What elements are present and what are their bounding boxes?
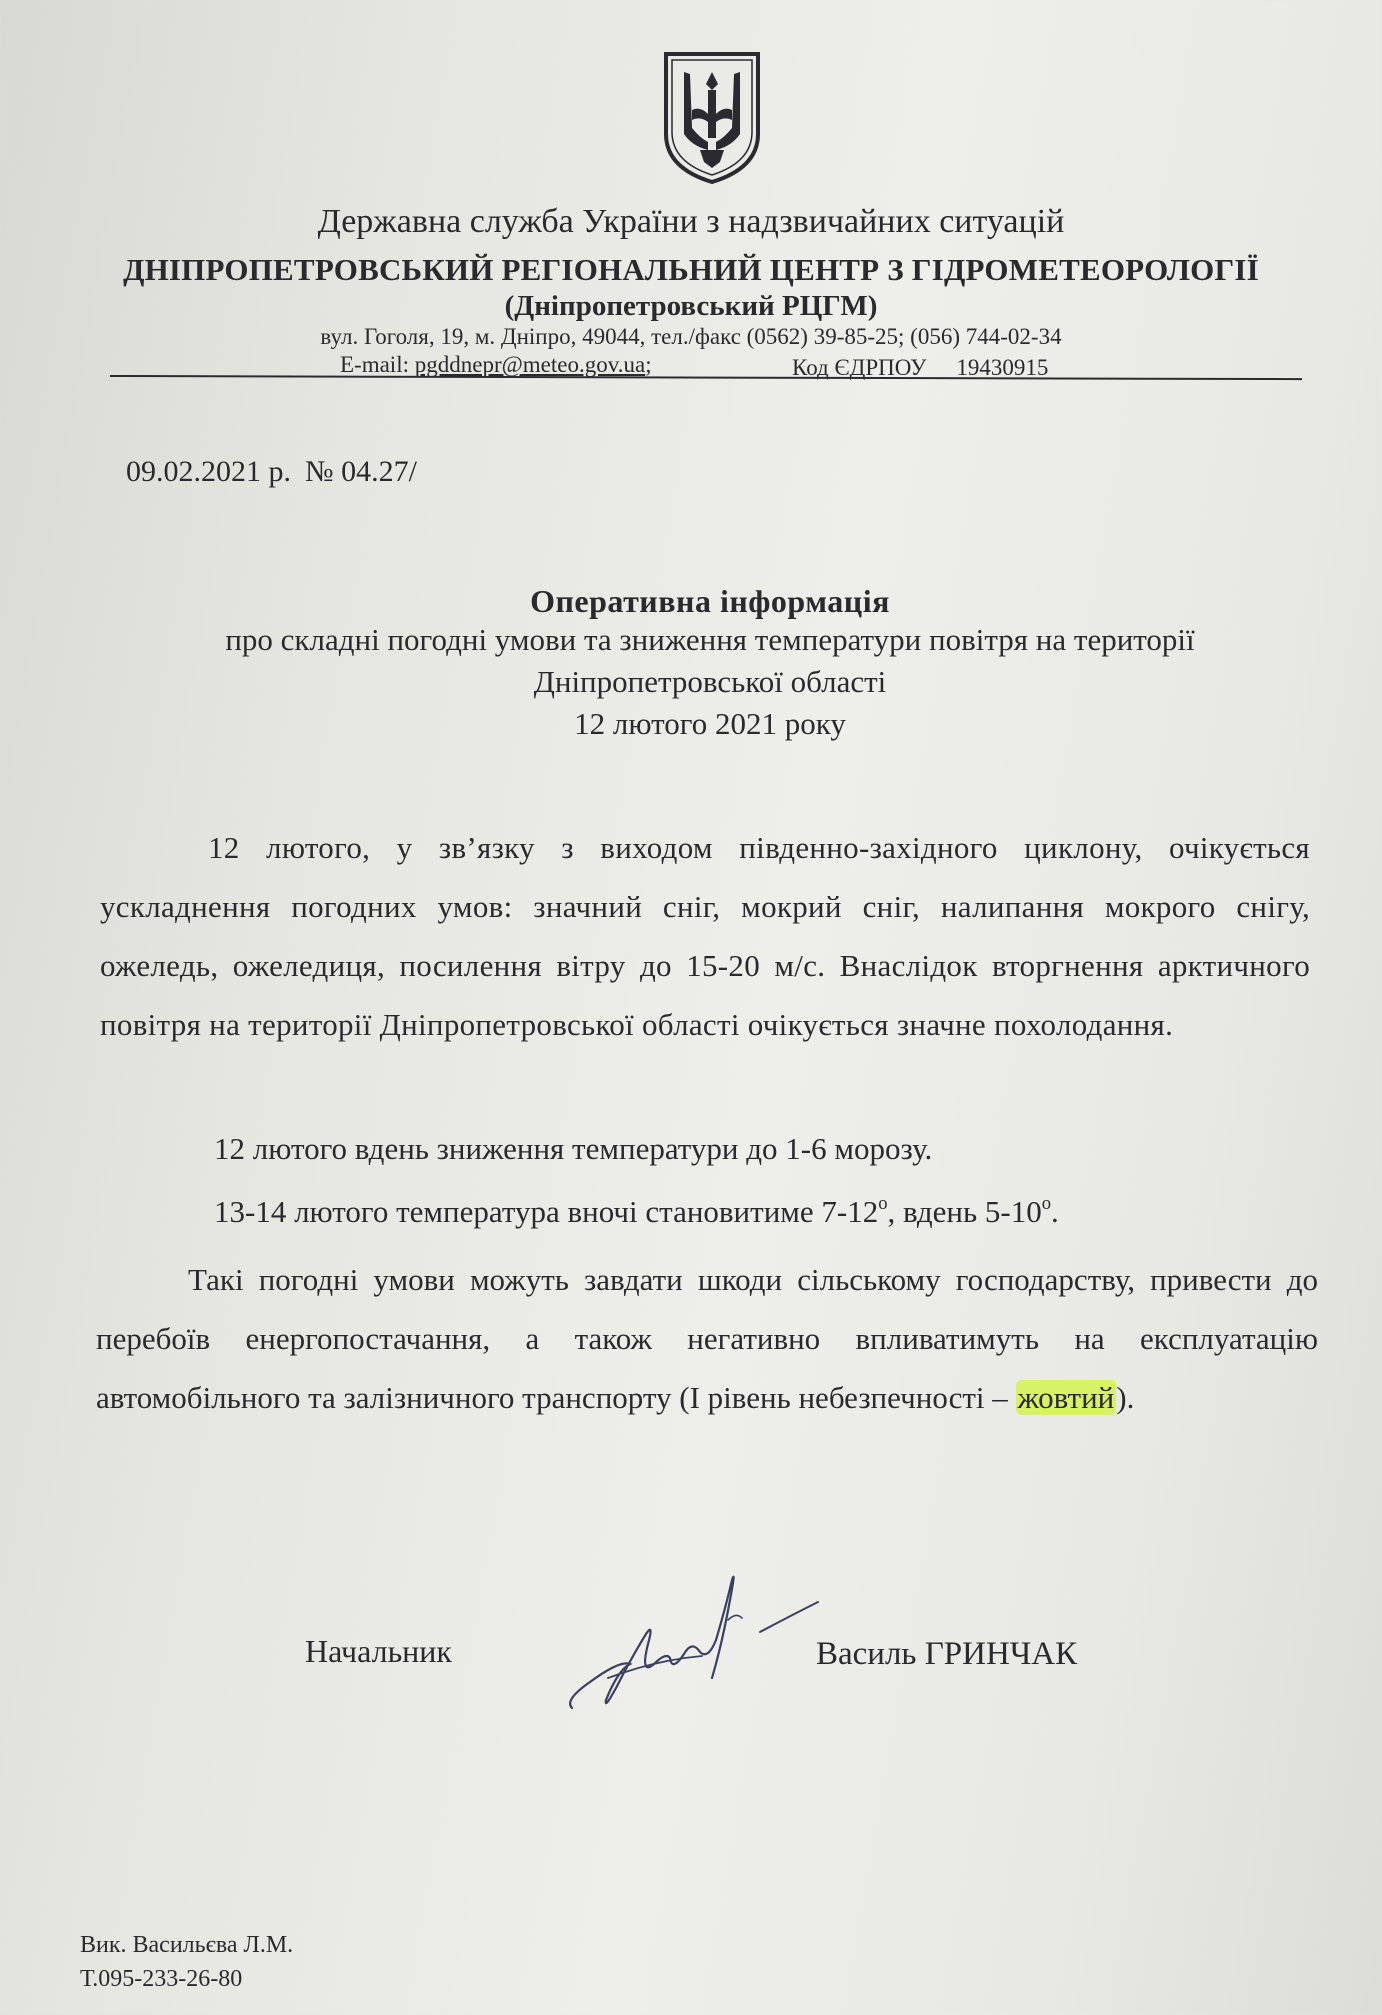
trident-coat-of-arms-icon [660,50,764,186]
center-name: ДНІПРОПЕТРОВСЬКИЙ РЕГІОНАЛЬНИЙ ЦЕНТР З ГІДРОМЕТЕОРОЛОГІЇ [123,252,1259,287]
code-label: Код ЄДРПОУ [792,355,927,380]
address-line: вул. Гоголя, 19, м. Дніпро, 49044, тел./факс (0562) 39-85-25; (056) 744-02-34 [320,324,1062,349]
degree-sign: о [1041,1193,1052,1214]
header-divider [110,375,1302,380]
email-link[interactable]: pgddnepr@meteo.gov.ua [414,352,646,377]
body-paragraph-3 [214,1193,1059,1230]
body-paragraph-2: 12 лютого вдень зниження температури до 1-6 морозу. [214,1131,933,1166]
letter-date: 09.02.2021 р. [126,455,291,488]
body-paragraph-4 [96,1250,1318,1427]
signatory-role: Начальник [305,1633,452,1669]
email-label: E-mail: [340,352,409,377]
degree-sign: о [878,1193,888,1214]
temperature-night: 13-14 лютого температура вночі становитиме 7-12 [214,1194,879,1230]
subtitle-line-2: Дніпропетровської області [533,664,887,699]
email-suffix: ; [645,352,652,377]
paragraph-4-end: ). [1116,1380,1135,1415]
temperature-day: , вдень 5-10 [887,1194,1042,1230]
danger-level-highlight: жовтий [1017,1380,1115,1415]
email-line [340,352,652,378]
body-paragraph-1: 12 лютого, у зв’язку з виходом південно-західного циклону, очікується ускладнення погодних умов: значний сніг, мокрий сніг, налипання мокрого снігу, ожеледь, ожеледиця, посилення вітру до 15-20 м/с. Внаслідок вторгнення арктичного повітря на території Дніпропетровської області очікується значне похолодання. [100,830,1310,1042]
impact-text: Такі погодні умови можуть завдати шкоди сільському господарству, привести до перебоїв енергопостачання, а також негативно впливатимуть на експлуатацію автомобільного та залізничного транспорту (І рівень небезпечності – [96,1262,1318,1415]
executor-phone: Т.095-233-26-80 [80,1966,243,1992]
signatory-name: Василь ГРИНЧАК [816,1636,1078,1672]
executor-name: Вик. Васильєва Л.М. [80,1932,294,1958]
handwritten-signature [560,1560,830,1720]
subtitle-line-1: про складні погодні умови та зниження температури повітря на території [225,622,1195,657]
agency-name: Державна служба України з надзвичайних ситуацій [317,203,1065,240]
code-value: 19430915 [956,355,1049,380]
paragraph-3-end: . [1051,1194,1059,1230]
document-title: Оперативна інформація [530,583,890,619]
letter-number: № 04.27/ [305,455,417,488]
center-abbreviation: (Дніпропетровський РЦГМ) [504,290,878,322]
subtitle-date: 12 лютого 2021 року [574,706,846,741]
letter-date-number [126,455,417,489]
